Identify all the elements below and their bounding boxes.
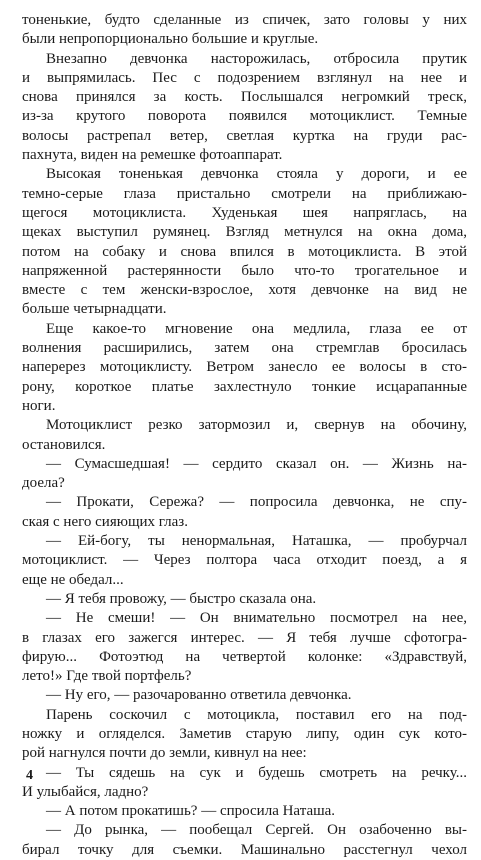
text-line: щеках выступил румянец. Взгляд метнулся на окна дома, bbox=[22, 224, 467, 241]
text-line: волнения расширились, затем она стремглав бросилась bbox=[22, 340, 467, 357]
text-line: — Ей-богу, ты ненормальная, Наташка, — пробурчал bbox=[46, 533, 467, 550]
text-line: были непропорционально большие и круглые. bbox=[22, 31, 319, 48]
text-line: рону, короткое платье захлестнуло тонкие исцарапанные bbox=[22, 378, 467, 395]
text-line: — Прокати, Сережа? — попросила девчонка, не спу- bbox=[46, 494, 467, 511]
text-line: волосы растрепал ветер, светлая куртка на груди рас- bbox=[22, 127, 467, 144]
text-line: Парень соскочил с мотоцикла, поставил его на под- bbox=[46, 706, 467, 723]
text-line: бирал точку для съемки. Машинально расстегнул чехол bbox=[22, 841, 467, 858]
text-line: — До рынка, — пообещал Сергей. Он озабоченно вы- bbox=[46, 822, 467, 839]
text-line: в глазах его зажегся интерес. — Я тебя лучше сфотогра- bbox=[22, 629, 467, 646]
page-number: 4 bbox=[26, 768, 33, 783]
text-line: вместе с тем женски-взрослое, хотя девчонке на вид не bbox=[22, 282, 467, 299]
text-line: и выпрямилась. Пес с подозрением взглянул на нее и bbox=[22, 69, 467, 86]
text-line: ножку и огляделся. Заметив старую липу, один сук кото- bbox=[22, 725, 467, 742]
text-line: фирую... Фотоэтюд на четвертой колонке: «Здравствуй, bbox=[22, 648, 467, 665]
text-line: — Ты сядешь на сук и будешь смотреть на речку... bbox=[46, 764, 467, 781]
text-line: напряженной растерянности было что-то трогательное и bbox=[22, 262, 467, 279]
text-line: — Ну его, — разочарованно ответила девчонка. bbox=[46, 687, 352, 704]
text-line: Мотоциклист резко затормозил и, свернув на обочину, bbox=[46, 417, 467, 434]
text-line: щегося мотоциклиста. Худенькая шея напряглась, на bbox=[22, 204, 467, 221]
book-page bbox=[22, 11, 467, 860]
text-line: ская с него сияющих глаз. bbox=[22, 513, 188, 530]
text-line: пахнута, виден на ремешке фотоаппарат. bbox=[22, 147, 283, 164]
text-line: доела? bbox=[22, 475, 65, 492]
text-line: — Я тебя провожу, — быстро сказала она. bbox=[46, 590, 317, 607]
text-line: наперерез мотоциклисту. Ветром занесло ее волосы в сто- bbox=[22, 359, 467, 376]
text-line: еще не обедал... bbox=[22, 571, 124, 588]
text-line: Внезапно девчонка насторожилась, отбросила прутик bbox=[46, 50, 467, 67]
text-line: лето!» Где твой портфель? bbox=[22, 668, 192, 685]
text-line: темно-серые глаза пристально смотрели на приближаю- bbox=[22, 185, 467, 202]
text-line: больше четырнадцати. bbox=[22, 301, 167, 318]
text-line: — Сумасшедшая! — сердито сказал он. — Жизнь на- bbox=[46, 455, 467, 472]
text-line: — Не смеши! — Он внимательно посмотрел на нее, bbox=[46, 610, 467, 627]
text-line: из-за крутого поворота появился мотоциклист. Темные bbox=[22, 108, 467, 125]
text-line: Высокая тоненькая девчонка стояла у дороги, и ее bbox=[46, 166, 467, 183]
text-line: Еще какое-то мгновение она медлила, глаза ее от bbox=[46, 320, 467, 337]
text-line: — А потом прокатишь? — спросила Наташа. bbox=[46, 803, 336, 820]
text-line: ноги. bbox=[22, 397, 56, 414]
text-line: мотоциклист. — Через полтора часа отходит поезд, а я bbox=[22, 552, 467, 569]
text-line: снова принялся за кость. Послышался негромкий треск, bbox=[22, 89, 467, 106]
text-line: рой нагнулся почти до земли, кивнул на нее: bbox=[22, 745, 307, 762]
text-line: тоненькие, будто сделанные из спичек, зато головы у них bbox=[22, 12, 467, 28]
text-line: потом на собаку и снова впился в мотоциклиста. В этой bbox=[22, 243, 467, 260]
text-line: И улыбайся, ладно? bbox=[22, 783, 149, 800]
text-line: остановился. bbox=[22, 436, 106, 453]
